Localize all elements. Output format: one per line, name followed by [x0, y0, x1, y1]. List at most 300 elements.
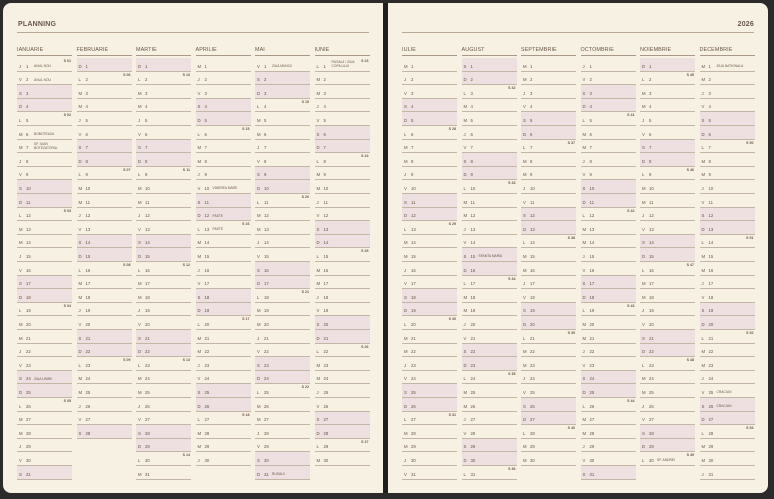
day-row[interactable] [462, 126, 517, 140]
day-row[interactable] [581, 384, 636, 398]
day-row[interactable] [77, 330, 132, 344]
day-row[interactable] [581, 276, 636, 290]
day-row[interactable] [136, 466, 191, 480]
day-row[interactable] [521, 262, 576, 276]
day-row[interactable] [700, 126, 755, 140]
day-row[interactable] [402, 384, 457, 398]
day-row[interactable] [315, 221, 370, 235]
day-row[interactable] [402, 466, 457, 480]
day-row[interactable] [402, 112, 457, 126]
day-row[interactable] [17, 344, 72, 358]
day-row[interactable] [77, 58, 132, 72]
day-row[interactable] [462, 167, 517, 181]
day-row[interactable] [581, 153, 636, 167]
day-row[interactable] [315, 276, 370, 290]
day-row[interactable] [462, 330, 517, 344]
day-row[interactable] [255, 276, 310, 290]
day-row[interactable] [700, 208, 755, 222]
day-row[interactable] [315, 180, 370, 194]
day-row[interactable] [255, 112, 310, 126]
day-row[interactable] [17, 180, 72, 194]
day-row[interactable] [17, 303, 72, 317]
day-row[interactable] [640, 126, 695, 140]
day-row[interactable] [581, 126, 636, 140]
day-row[interactable] [581, 58, 636, 72]
day-row[interactable] [640, 412, 695, 426]
day-row[interactable] [17, 194, 72, 208]
day-row[interactable] [581, 466, 636, 480]
day-row[interactable] [136, 357, 191, 371]
day-row[interactable] [521, 303, 576, 317]
day-row[interactable] [640, 289, 695, 303]
day-row[interactable] [700, 99, 755, 113]
day-row[interactable] [402, 303, 457, 317]
day-row[interactable] [700, 248, 755, 262]
day-row[interactable] [581, 289, 636, 303]
day-row[interactable] [581, 425, 636, 439]
day-row[interactable] [17, 289, 72, 303]
day-row[interactable] [77, 276, 132, 290]
day-row[interactable] [17, 276, 72, 290]
day-row[interactable] [521, 180, 576, 194]
day-row[interactable] [462, 99, 517, 113]
day-row[interactable] [521, 140, 576, 154]
day-row[interactable] [136, 112, 191, 126]
day-row[interactable] [521, 384, 576, 398]
day-row[interactable] [255, 85, 310, 99]
day-row[interactable] [640, 208, 695, 222]
day-row[interactable] [581, 140, 636, 154]
day-row[interactable] [700, 412, 755, 426]
day-row[interactable] [462, 153, 517, 167]
day-row[interactable] [315, 439, 370, 453]
day-row[interactable] [17, 112, 72, 126]
day-row[interactable] [700, 112, 755, 126]
day-row[interactable] [402, 371, 457, 385]
day-row[interactable] [581, 85, 636, 99]
day-row[interactable] [581, 357, 636, 371]
day-row[interactable] [640, 371, 695, 385]
day-row[interactable] [521, 439, 576, 453]
day-row[interactable] [315, 194, 370, 208]
day-row[interactable] [462, 208, 517, 222]
day-row[interactable] [640, 248, 695, 262]
day-row[interactable] [700, 221, 755, 235]
day-row[interactable] [402, 330, 457, 344]
day-row[interactable] [640, 85, 695, 99]
day-row[interactable] [17, 248, 72, 262]
day-row[interactable] [136, 99, 191, 113]
day-row[interactable] [700, 289, 755, 303]
day-row[interactable] [77, 112, 132, 126]
day-row[interactable] [521, 316, 576, 330]
day-row[interactable] [402, 140, 457, 154]
day-row[interactable] [581, 72, 636, 86]
day-row[interactable] [581, 371, 636, 385]
day-row[interactable] [402, 153, 457, 167]
day-row[interactable] [315, 344, 370, 358]
day-row[interactable] [17, 221, 72, 235]
day-row[interactable] [462, 140, 517, 154]
day-row[interactable] [700, 153, 755, 167]
day-row[interactable] [196, 140, 251, 154]
day-row[interactable] [521, 276, 576, 290]
day-row[interactable] [136, 384, 191, 398]
day-row[interactable] [136, 262, 191, 276]
day-row[interactable] [640, 140, 695, 154]
day-row[interactable] [581, 330, 636, 344]
day-row[interactable] [196, 398, 251, 412]
day-row[interactable] [402, 425, 457, 439]
day-row[interactable] [462, 72, 517, 86]
day-row[interactable] [402, 221, 457, 235]
day-row[interactable] [77, 140, 132, 154]
day-row[interactable] [255, 99, 310, 113]
day-row[interactable] [136, 153, 191, 167]
day-row[interactable] [136, 72, 191, 86]
day-row[interactable] [462, 221, 517, 235]
day-row[interactable] [402, 439, 457, 453]
day-row[interactable] [196, 330, 251, 344]
day-row[interactable] [17, 452, 72, 466]
day-row[interactable] [640, 384, 695, 398]
day-row[interactable] [255, 371, 310, 385]
day-row[interactable] [196, 316, 251, 330]
day-row[interactable] [402, 316, 457, 330]
day-row[interactable] [402, 99, 457, 113]
day-row[interactable] [77, 221, 132, 235]
day-row[interactable] [315, 316, 370, 330]
day-row[interactable] [315, 208, 370, 222]
day-row[interactable] [462, 112, 517, 126]
day-row[interactable] [196, 221, 251, 235]
day-row[interactable] [521, 85, 576, 99]
day-row[interactable] [77, 248, 132, 262]
day-row[interactable] [402, 412, 457, 426]
day-row[interactable] [521, 330, 576, 344]
day-row[interactable] [640, 180, 695, 194]
day-row[interactable] [521, 452, 576, 466]
day-row[interactable] [255, 167, 310, 181]
day-row[interactable] [521, 194, 576, 208]
day-row[interactable] [315, 167, 370, 181]
day-row[interactable] [136, 276, 191, 290]
day-row[interactable] [255, 466, 310, 480]
day-row[interactable] [402, 276, 457, 290]
day-row[interactable] [462, 180, 517, 194]
day-row[interactable] [315, 140, 370, 154]
day-row[interactable] [17, 85, 72, 99]
day-row[interactable] [581, 208, 636, 222]
day-row[interactable] [315, 153, 370, 167]
day-row[interactable] [521, 357, 576, 371]
day-row[interactable] [255, 248, 310, 262]
day-row[interactable] [17, 357, 72, 371]
day-row[interactable] [196, 262, 251, 276]
day-row[interactable] [700, 357, 755, 371]
day-row[interactable] [196, 452, 251, 466]
day-row[interactable] [581, 235, 636, 249]
day-row[interactable] [17, 466, 72, 480]
day-row[interactable] [700, 316, 755, 330]
day-row[interactable] [315, 235, 370, 249]
day-row[interactable] [315, 357, 370, 371]
day-row[interactable] [196, 357, 251, 371]
day-row[interactable] [521, 248, 576, 262]
day-row[interactable] [315, 72, 370, 86]
day-row[interactable] [255, 330, 310, 344]
day-row[interactable] [700, 85, 755, 99]
day-row[interactable] [77, 262, 132, 276]
day-row[interactable] [640, 58, 695, 72]
day-row[interactable] [196, 425, 251, 439]
day-row[interactable] [77, 371, 132, 385]
day-row[interactable] [136, 58, 191, 72]
day-row[interactable] [255, 439, 310, 453]
day-row[interactable] [700, 398, 755, 412]
day-row[interactable] [196, 180, 251, 194]
day-row[interactable] [700, 439, 755, 453]
day-row[interactable] [700, 180, 755, 194]
day-row[interactable] [255, 126, 310, 140]
day-row[interactable] [255, 194, 310, 208]
day-row[interactable] [521, 289, 576, 303]
day-row[interactable] [315, 112, 370, 126]
day-row[interactable] [640, 316, 695, 330]
day-row[interactable] [315, 289, 370, 303]
day-row[interactable] [581, 344, 636, 358]
day-row[interactable] [136, 126, 191, 140]
day-row[interactable] [700, 384, 755, 398]
day-row[interactable] [462, 384, 517, 398]
day-row[interactable] [462, 289, 517, 303]
day-row[interactable] [700, 140, 755, 154]
day-row[interactable] [462, 398, 517, 412]
day-row[interactable] [700, 58, 755, 72]
day-row[interactable] [136, 289, 191, 303]
day-row[interactable] [196, 289, 251, 303]
day-row[interactable] [462, 262, 517, 276]
day-row[interactable] [700, 466, 755, 480]
day-row[interactable] [17, 412, 72, 426]
day-row[interactable] [462, 344, 517, 358]
day-row[interactable] [700, 194, 755, 208]
day-row[interactable] [521, 167, 576, 181]
day-row[interactable] [196, 58, 251, 72]
day-row[interactable] [77, 425, 132, 439]
day-row[interactable] [17, 235, 72, 249]
day-row[interactable] [402, 289, 457, 303]
day-row[interactable] [462, 357, 517, 371]
day-row[interactable] [196, 303, 251, 317]
day-row[interactable] [196, 167, 251, 181]
day-row[interactable] [255, 289, 310, 303]
day-row[interactable] [640, 99, 695, 113]
day-row[interactable] [581, 99, 636, 113]
day-row[interactable] [77, 303, 132, 317]
day-row[interactable] [255, 58, 310, 72]
day-row[interactable] [402, 235, 457, 249]
day-row[interactable] [77, 99, 132, 113]
day-row[interactable] [521, 371, 576, 385]
day-row[interactable] [581, 439, 636, 453]
day-row[interactable] [462, 452, 517, 466]
day-row[interactable] [136, 194, 191, 208]
day-row[interactable] [17, 167, 72, 181]
day-row[interactable] [136, 248, 191, 262]
day-row[interactable] [77, 316, 132, 330]
day-row[interactable] [521, 153, 576, 167]
day-row[interactable] [255, 398, 310, 412]
day-row[interactable] [315, 58, 370, 72]
day-row[interactable] [17, 330, 72, 344]
day-row[interactable] [700, 330, 755, 344]
day-row[interactable] [196, 412, 251, 426]
day-row[interactable] [521, 221, 576, 235]
day-row[interactable] [462, 194, 517, 208]
day-row[interactable] [255, 316, 310, 330]
day-row[interactable] [196, 72, 251, 86]
day-row[interactable] [521, 344, 576, 358]
day-row[interactable] [402, 357, 457, 371]
day-row[interactable] [255, 72, 310, 86]
day-row[interactable] [700, 72, 755, 86]
day-row[interactable] [700, 235, 755, 249]
day-row[interactable] [462, 466, 517, 480]
day-row[interactable] [640, 262, 695, 276]
day-row[interactable] [17, 371, 72, 385]
day-row[interactable] [581, 303, 636, 317]
day-row[interactable] [196, 208, 251, 222]
day-row[interactable] [402, 262, 457, 276]
day-row[interactable] [17, 126, 72, 140]
day-row[interactable] [315, 262, 370, 276]
day-row[interactable] [136, 221, 191, 235]
day-row[interactable] [402, 85, 457, 99]
day-row[interactable] [462, 276, 517, 290]
day-row[interactable] [196, 276, 251, 290]
day-row[interactable] [196, 439, 251, 453]
day-row[interactable] [521, 235, 576, 249]
day-row[interactable] [77, 72, 132, 86]
day-row[interactable] [462, 316, 517, 330]
day-row[interactable] [17, 58, 72, 72]
day-row[interactable] [136, 344, 191, 358]
day-row[interactable] [17, 425, 72, 439]
day-row[interactable] [581, 262, 636, 276]
day-row[interactable] [581, 221, 636, 235]
day-row[interactable] [136, 140, 191, 154]
day-row[interactable] [77, 357, 132, 371]
day-row[interactable] [521, 425, 576, 439]
day-row[interactable] [315, 126, 370, 140]
day-row[interactable] [17, 384, 72, 398]
day-row[interactable] [136, 330, 191, 344]
day-row[interactable] [462, 412, 517, 426]
day-row[interactable] [77, 153, 132, 167]
day-row[interactable] [402, 126, 457, 140]
day-row[interactable] [462, 371, 517, 385]
day-row[interactable] [196, 248, 251, 262]
day-row[interactable] [255, 140, 310, 154]
day-row[interactable] [77, 167, 132, 181]
day-row[interactable] [255, 357, 310, 371]
day-row[interactable] [196, 235, 251, 249]
day-row[interactable] [315, 85, 370, 99]
day-row[interactable] [255, 262, 310, 276]
day-row[interactable] [315, 248, 370, 262]
day-row[interactable] [700, 425, 755, 439]
day-row[interactable] [402, 452, 457, 466]
day-row[interactable] [136, 412, 191, 426]
day-row[interactable] [77, 85, 132, 99]
day-row[interactable] [136, 303, 191, 317]
day-row[interactable] [581, 398, 636, 412]
day-row[interactable] [700, 303, 755, 317]
day-row[interactable] [17, 208, 72, 222]
day-row[interactable] [462, 439, 517, 453]
day-row[interactable] [640, 235, 695, 249]
day-row[interactable] [17, 262, 72, 276]
day-row[interactable] [521, 72, 576, 86]
day-row[interactable] [136, 180, 191, 194]
day-row[interactable] [402, 344, 457, 358]
day-row[interactable] [402, 167, 457, 181]
day-row[interactable] [196, 112, 251, 126]
day-row[interactable] [17, 398, 72, 412]
day-row[interactable] [640, 330, 695, 344]
day-row[interactable] [640, 425, 695, 439]
day-row[interactable] [700, 167, 755, 181]
day-row[interactable] [315, 398, 370, 412]
day-row[interactable] [77, 235, 132, 249]
day-row[interactable] [640, 194, 695, 208]
day-row[interactable] [315, 99, 370, 113]
day-row[interactable] [640, 221, 695, 235]
day-row[interactable] [196, 384, 251, 398]
day-row[interactable] [17, 72, 72, 86]
day-row[interactable] [136, 425, 191, 439]
day-row[interactable] [77, 384, 132, 398]
day-row[interactable] [77, 194, 132, 208]
day-row[interactable] [315, 452, 370, 466]
day-row[interactable] [521, 398, 576, 412]
day-row[interactable] [521, 208, 576, 222]
day-row[interactable] [196, 126, 251, 140]
day-row[interactable] [462, 248, 517, 262]
day-row[interactable] [581, 112, 636, 126]
day-row[interactable] [402, 180, 457, 194]
day-row[interactable] [640, 112, 695, 126]
day-row[interactable] [521, 58, 576, 72]
day-row[interactable] [136, 85, 191, 99]
day-row[interactable] [136, 452, 191, 466]
day-row[interactable] [700, 452, 755, 466]
day-row[interactable] [640, 452, 695, 466]
day-row[interactable] [462, 85, 517, 99]
day-row[interactable] [136, 398, 191, 412]
day-row[interactable] [462, 303, 517, 317]
day-row[interactable] [640, 344, 695, 358]
day-row[interactable] [196, 85, 251, 99]
day-row[interactable] [196, 344, 251, 358]
day-row[interactable] [315, 384, 370, 398]
day-row[interactable] [255, 235, 310, 249]
day-row[interactable] [136, 167, 191, 181]
day-row[interactable] [700, 262, 755, 276]
day-row[interactable] [255, 208, 310, 222]
day-row[interactable] [402, 248, 457, 262]
